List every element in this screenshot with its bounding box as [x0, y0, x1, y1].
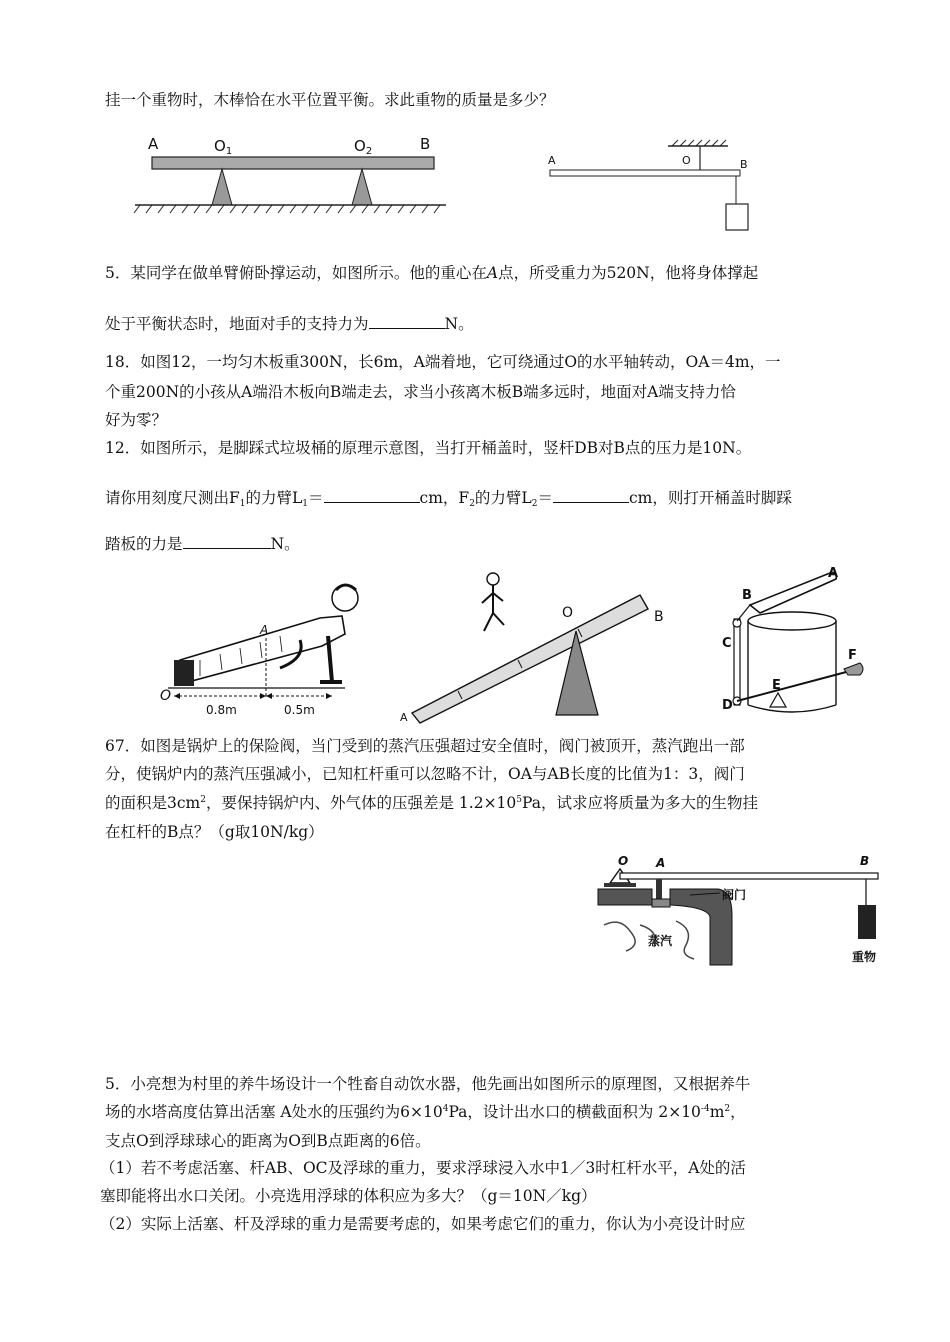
pushup-label-a: A: [260, 623, 269, 637]
fig2-label-a: A: [548, 154, 556, 167]
question-12-line-2: 请你用刻度尺测出$F_1$的力臂$L_1=$ cm，$F_2$的力臂$L_2=$ cm，则打开桶盖时脚踩: [105, 489, 792, 509]
bin-label-b: B: [742, 588, 752, 603]
answer-blank[interactable]: [183, 534, 271, 549]
question-12-line-3: 踏板的力是 N。: [105, 535, 300, 553]
fig1-label-o2: $O_2$: [354, 137, 373, 157]
fig1-label-o1: $O_1$: [214, 137, 233, 157]
valve-label-valve: 阀门: [722, 888, 747, 902]
answer-blank[interactable]: [553, 488, 629, 503]
fig1-label-a: A: [148, 135, 159, 153]
question-intro-line: 挂一个重物时，木棒恰在水平位置平衡。求此重物的质量是多少？: [105, 91, 555, 109]
question-67-line-4: 在杠杆的B点？（g取10N/kg）: [105, 823, 324, 841]
question-5b-line-5: 塞即能将出水口关闭。小亮选用浮球的体积应为多大？（g＝10N／kg）: [100, 1187, 597, 1205]
figure-pushup: [160, 578, 370, 718]
figure-hanging-lever: [540, 140, 770, 235]
pushup-label-o: O: [160, 688, 172, 704]
answer-blank[interactable]: [324, 488, 420, 503]
bin-label-e: E: [772, 678, 781, 693]
question-18-line-2: 个重200N的小孩从A端沿木板向B端走去，求当小孩离木板B端多远时，地面对A端支持力恰: [105, 383, 736, 401]
seesaw-label-b: B: [654, 609, 664, 625]
question-5-line-1: 5．某同学在做单臂俯卧撑运动，如图所示。他的重心在A点，所受重力为520N，他将身体撑起: [105, 264, 759, 282]
bin-label-c: C: [722, 636, 732, 651]
answer-blank[interactable]: [369, 314, 445, 329]
bin-label-a: A: [828, 566, 839, 581]
valve-label-o: O: [618, 854, 629, 868]
question-67-line-2: 分，使锅炉内的蒸汽压强减小，已知杠杆重可以忽略不计，OA与AB长度的比值为1：3，阀门: [105, 765, 745, 783]
seesaw-label-o: O: [562, 605, 574, 621]
question-18-line-1: 18．如图12，一均匀木板重300N，长6m，A端着地，它可绕通过O的水平轴转动，OA＝4m，一: [105, 353, 781, 371]
question-5b-line-2: 场的水塔高度估算出活塞 A处水的压强约为$6\times 10^4Pa$，设计出水口的横截面积为 $2\times 10^{-4}m^2$，: [105, 1103, 746, 1121]
question-67-line-1: 67．如图是锅炉上的保险阀，当门受到的蒸汽压强超过安全值时，阀门被顶开，蒸汽跑出一部: [105, 737, 745, 755]
valve-label-b: B: [860, 854, 870, 868]
valve-label-a: A: [656, 856, 666, 870]
question-67-line-3: 的面积是$3cm^2$，要保持锅炉内、外气体的压强差是 $1.2\times 10^5Pa$，试求应将质量为多大的生物挂: [105, 794, 758, 812]
figure-plank-two-supports: [130, 135, 450, 220]
figure-safety-valve: [590, 855, 890, 970]
valve-label-steam: 蒸汽: [648, 934, 673, 948]
question-5-line-2: 处于平衡状态时，地面对手的支持力为 N。: [105, 315, 474, 333]
pushup-dist-1: 0.8m: [206, 703, 237, 717]
figure-seesaw: [398, 565, 688, 725]
question-5b-line-1: 5．小亮想为村里的养牛场设计一个牲畜自动饮水器，他先画出如图所示的原理图，又根据养牛: [105, 1075, 751, 1093]
question-5b-line-3: 支点O到浮球球心的距离为O到B点距离的6倍。: [105, 1132, 431, 1150]
bin-label-d: D: [722, 698, 733, 713]
figure-pedal-bin: [720, 563, 880, 723]
question-5b-line-6: （2）实际上活塞、杆及浮球的重力是需要考虑的，如果考虑它们的重力，你认为小亮设计时应: [100, 1215, 746, 1233]
pushup-dist-2: 0.5m: [284, 703, 315, 717]
fig2-label-b: B: [740, 158, 748, 171]
bin-label-f: F: [848, 648, 857, 663]
seesaw-label-a: A: [400, 711, 408, 724]
question-5b-line-4: （1）若不考虑活塞、杆AB、OC及浮球的重力，要求浮球浸入水中1／3时杠杆水平，A处的活: [100, 1159, 746, 1177]
valve-label-weight: 重物: [852, 950, 877, 964]
fig1-label-b: B: [420, 135, 431, 153]
question-12-line-1: 12．如图所示，是脚踩式垃圾桶的原理示意图，当打开桶盖时，竖杆DB对B点的压力是10N。: [105, 439, 752, 457]
question-18-line-3: 好为零？: [105, 411, 168, 429]
fig2-label-o: O: [682, 154, 691, 167]
